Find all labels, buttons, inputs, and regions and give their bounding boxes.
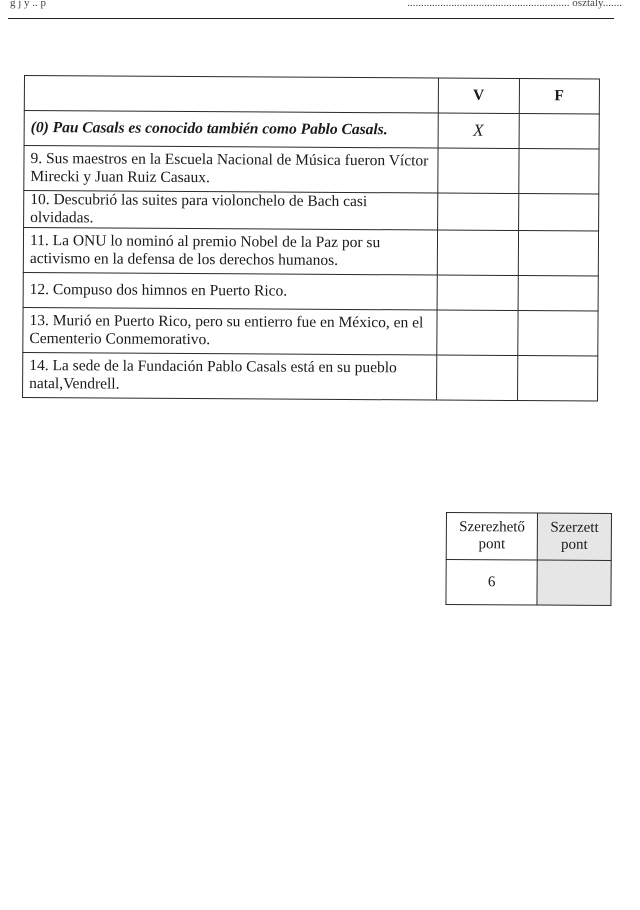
f-column-header: F bbox=[519, 79, 600, 114]
table-row bbox=[23, 272, 598, 311]
statement-14: 14. La sede de la Fundación Pablo Casals está en su pueblo natal,Vendrell. bbox=[23, 352, 437, 400]
example-v-mark: X bbox=[438, 113, 519, 148]
statement-13: 13. Murió en Puerto Rico, pero su entierro fue en México, en el Cementerio Conmemorativo. bbox=[23, 307, 437, 355]
example-row bbox=[24, 111, 599, 150]
table-row bbox=[23, 352, 598, 401]
statement-11: 11. La ONU lo nominó al premio Nobel de la Paz por su activismo en la defensa de los derechos humanos. bbox=[23, 228, 437, 276]
earned-points-label: Szerzett pont bbox=[537, 513, 611, 560]
answer-9-v[interactable] bbox=[438, 148, 519, 193]
answer-13-v[interactable] bbox=[437, 310, 518, 355]
v-column-header: V bbox=[438, 78, 519, 113]
available-points-value: 6 bbox=[446, 560, 538, 606]
answer-10-v[interactable] bbox=[437, 193, 518, 230]
statement-9: 9. Sus maestros en la Escuela Nacional de Música fueron Víctor Mirecki y Juan Ruiz Casaux. bbox=[24, 146, 438, 194]
answer-14-f[interactable] bbox=[517, 356, 598, 401]
answer-11-v[interactable] bbox=[437, 230, 518, 275]
answer-12-v[interactable] bbox=[437, 275, 518, 310]
example-statement: (0) Pau Casals es conocido también como Pablo Casals. bbox=[24, 111, 438, 149]
statement-10: 10. Descubrió las suites para violonchelo de Bach casi olvidadas. bbox=[24, 191, 438, 231]
table-row bbox=[24, 191, 599, 232]
score-value-row bbox=[446, 560, 611, 606]
answer-12-f[interactable] bbox=[518, 276, 599, 311]
earned-points-value[interactable] bbox=[537, 560, 611, 605]
true-false-table bbox=[22, 75, 600, 402]
statement-header-cell bbox=[24, 76, 438, 114]
header-rule bbox=[8, 18, 614, 19]
table-row bbox=[23, 228, 598, 277]
answer-9-f[interactable] bbox=[518, 149, 599, 194]
table-row bbox=[24, 146, 599, 195]
page-header bbox=[10, 0, 622, 10]
table-header-row bbox=[24, 76, 599, 115]
available-points-label: Szerezhető pont bbox=[446, 513, 538, 561]
answer-13-f[interactable] bbox=[517, 311, 598, 356]
header-class-field: ........................................................... osztály....... bbox=[407, 0, 622, 9]
answer-14-v[interactable] bbox=[436, 355, 517, 400]
header-left-text: g j y .. p bbox=[10, 0, 47, 9]
answer-11-f[interactable] bbox=[518, 231, 599, 276]
statement-12: 12. Compuso dos himnos en Puerto Rico. bbox=[23, 272, 437, 310]
score-label-row bbox=[446, 513, 611, 561]
score-table bbox=[445, 512, 612, 606]
answer-10-f[interactable] bbox=[518, 194, 599, 231]
table-row bbox=[23, 307, 598, 356]
example-f-cell bbox=[519, 114, 600, 149]
